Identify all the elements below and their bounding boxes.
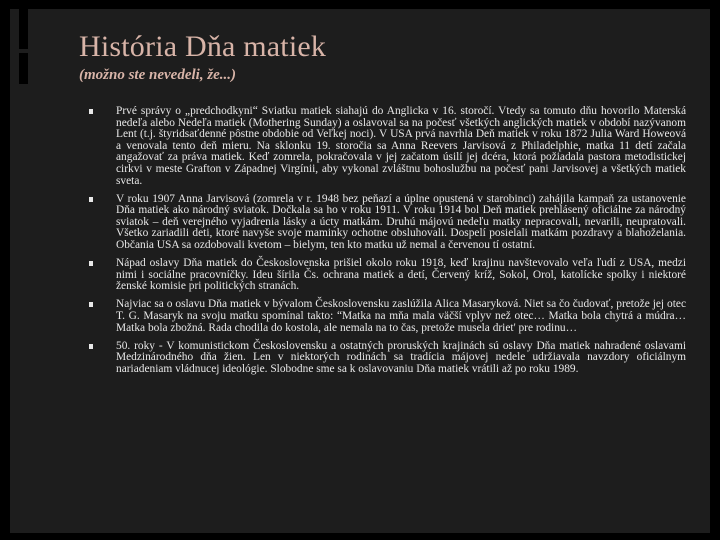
accent-bar-middle: [19, 53, 28, 84]
bullet-text: 50. roky - V komunistickom Československu a ostatných proruských krajinách sú oslavy Dňa matiek nahradené oslavami Medzinárodného dňa žien. Len v niektorých rodinách sa tradícia májovej nedele udržiavala navzdory oficiálnym nariadeniam vládnucej ideológie. Slobodne sme sa k oslavovaniu Dňa matiek vrátili až po roku 1989.: [116, 339, 686, 375]
bullet-text: Najviac sa o oslavu Dňa matiek v bývalom Československu zaslúžila Alica Masaryková. Niet sa čo čudovať, pretože jej otec T. G. Masaryk na svoju matku spomínal takto: “Matka na mňa mala väčší vplyv než otec… Matka bola chytrá a múdra… Matka bola zbožná. Rada chodila do kostola, ale nemala na to čas, pretože musela driet' pre rodinu…: [116, 298, 686, 334]
list-item: [88, 194, 686, 252]
list-item: [88, 106, 686, 187]
bullet-text: Prvé správy o „predchodkyni“ Sviatku matiek siahajú do Anglicka v 16. storočí. Vtedy sa tomuto dňu hovorilo Materská nedeľa alebo Nedeľa matiek (Mothering Sunday) a oslavoval sa na počesť všetkých anglických matiek v období nazývanom Lent (t.j. štyridsaťdenné pôstne obdobie od Veľkej noci). V USA prvá navrhla Deň matiek v roku 1872 Julia Ward Howeová a venovala tento deň mieru. Na sklonku 19. storočia sa Anna Reevers Jarvisová z Philadelphie, matka 11 detí začala angažovať za práva matiek. Keď zomrela, pokračovala v jej začatom úsilí jej dcéra, ktorá požiadala pastora metodistickej cirkvi v meste Grafton v Západnej Virgínii, aby vykonal zvláštnu bohoslužbu na počesť pani Jarvisovej a všetkých matiek sveta.: [116, 105, 686, 187]
bullet-square-icon: [89, 197, 93, 202]
bullet-text: V roku 1907 Anna Jarvisová (zomrela v r. 1948 bez peňazí a úplne opustená v starobinci) zahájila kampaň za ustanovenie Dňa matiek ako národný sviatok. Dočkala sa ho v roku 1911. V roku 1914 bol Deň matiek prehlásený oficiálne za národný sviatok – deň verejného vyjadrenia lásky a úcty matkám. Druhú májovú nedeľu matky nepracovali, nevarili, neupratovali. Všetko zariadili deti, ktoré navyše svoje maminky ochotne obsluhovali. Dospelí posielali matkám pozdravy a blahoželania. Občania USA sa ozdobovali kvetom – bielym, ten kto matku už nemal a červenou tí ostatní.: [116, 192, 686, 252]
slide-subtitle: (možno ste nevedeli, že...): [79, 67, 237, 83]
bullet-square-icon: [89, 261, 93, 266]
list-item: [88, 341, 686, 376]
bullet-square-icon: [89, 109, 93, 114]
bullet-text: Nápad oslavy Dňa matiek do Československa prišiel okolo roku 1918, keď krajinu navštevovalo veľa ľudí z USA, medzi nimi i sociálne pracovníčky. Ideu šírila Čs. ochrana matiek a detí, Červený kríž, Sokol, Orol, katolícke spolky i niektoré ženské komisie pri politických stranách.: [116, 257, 686, 293]
list-item: [88, 299, 686, 334]
slide-title: História Dňa matiek: [79, 30, 327, 63]
bullet-square-icon: [89, 302, 93, 307]
list-item: [88, 258, 686, 293]
bullet-square-icon: [89, 344, 93, 349]
accent-bar-top: [19, 9, 28, 49]
bullet-list: [88, 106, 686, 382]
